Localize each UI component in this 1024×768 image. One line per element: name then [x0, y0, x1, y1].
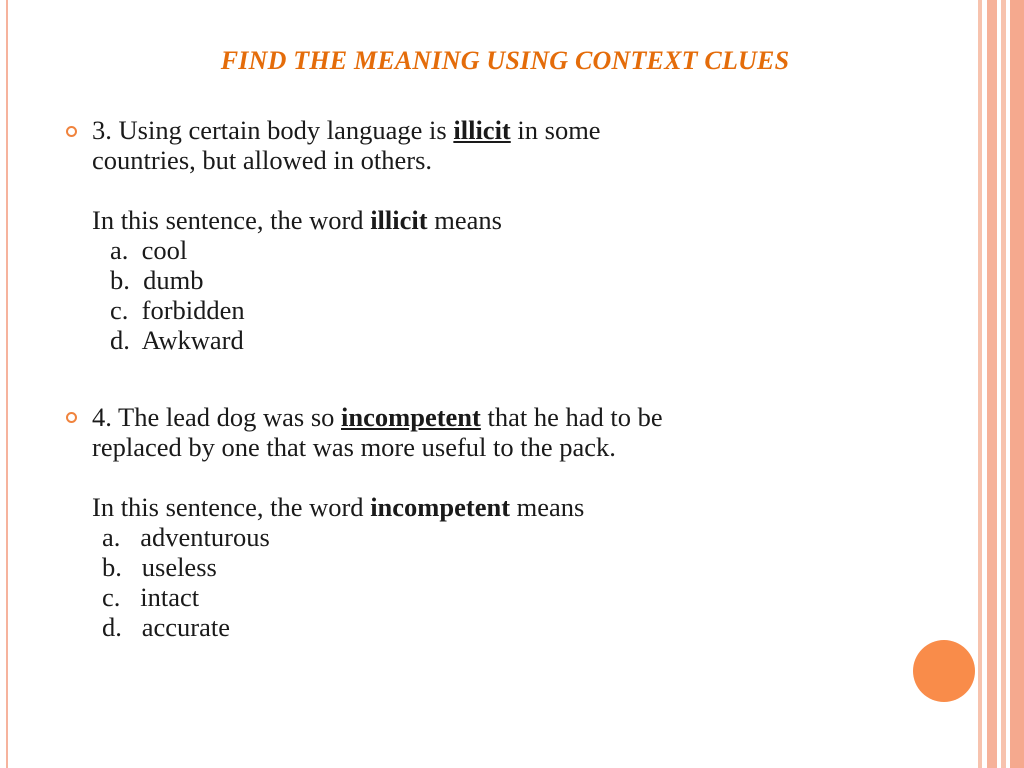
prompt-text: In this sentence, the word: [92, 492, 371, 522]
answer-option: b. dumb: [110, 265, 204, 295]
question-4-prompt: [92, 492, 952, 522]
question-3-sentence-line2: countries, but allowed in others.: [92, 145, 433, 175]
answer-option: d. accurate: [102, 612, 230, 642]
sentence-text: in some: [510, 115, 601, 145]
sentence-text: 3. Using certain body language is: [92, 115, 454, 145]
right-stripe: [1001, 0, 1006, 768]
answer-option: a. adventurous: [102, 522, 270, 552]
right-stripe: [987, 0, 997, 768]
answer-option: a. cool: [110, 235, 188, 265]
bullet-circle-icon: [66, 126, 77, 137]
left-border-line: [6, 0, 8, 768]
right-stripe: [978, 0, 982, 768]
prompt-text: In this sentence, the word: [92, 205, 371, 235]
bullet-circle-icon: [66, 412, 77, 423]
slide-title: FIND THE MEANING USING CONTEXT CLUES: [220, 46, 790, 75]
question-3: [92, 115, 952, 355]
keyword: incompetent: [341, 402, 481, 432]
right-stripe: [1010, 0, 1024, 768]
question-3-sentence: [92, 115, 952, 145]
answer-option: b. useless: [102, 552, 217, 582]
sentence-text: that he had to be: [480, 402, 663, 432]
sentence-text: 4. The lead dog was so: [92, 402, 342, 432]
question-4: [92, 402, 952, 642]
prompt-text: means: [510, 492, 585, 522]
prompt-text: means: [427, 205, 502, 235]
question-3-prompt: [92, 205, 952, 235]
answer-option: d. Awkward: [110, 325, 244, 355]
question-4-sentence: [92, 402, 952, 432]
prompt-keyword: incompetent: [370, 492, 511, 522]
answer-option: c. forbidden: [110, 295, 245, 325]
answer-option: c. intact: [102, 582, 200, 612]
prompt-keyword: illicit: [370, 205, 428, 235]
decorative-circle: [913, 640, 975, 702]
question-4-sentence-line2: replaced by one that was more useful to the pack.: [92, 432, 616, 462]
keyword: illicit: [453, 115, 511, 145]
